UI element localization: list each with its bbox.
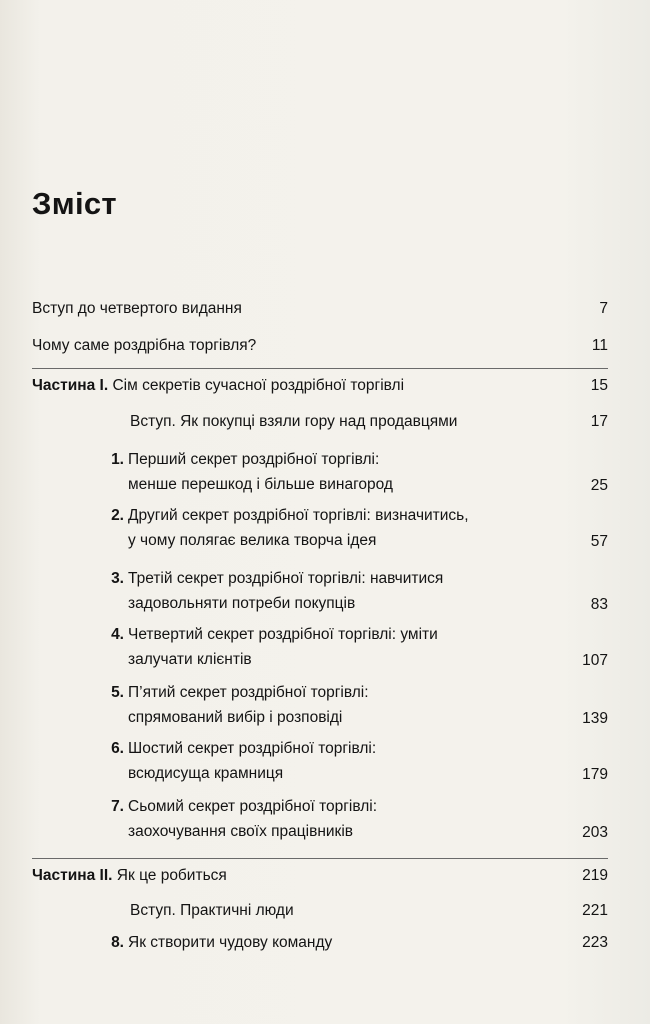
chapter-page: 139 — [582, 710, 608, 727]
chapter-title-line1: Другий секрет роздрібної торгівлі: визначитись, — [128, 507, 469, 524]
show-through-texture — [190, 44, 410, 54]
chapter-title-line1: П’ятий секрет роздрібної торгівлі: — [128, 684, 369, 701]
chapter-title-line2: у чому полягає велика творча ідея — [128, 532, 377, 549]
toc-part-1-intro[interactable] — [130, 411, 608, 433]
toc-chapter-8[interactable] — [102, 932, 608, 954]
entry-page: 221 — [582, 902, 608, 919]
chapter-title-line2: заохочування своїх працівників — [128, 823, 354, 840]
chapter-title-line2: менше перешкод і більше винагород — [128, 476, 393, 493]
entry-title: Вступ. Як покупці взяли гору над продавцями — [130, 413, 458, 430]
chapter-title-line1: Сьомий секрет роздрібної торгівлі: — [128, 798, 377, 815]
section-divider — [32, 858, 608, 859]
chapter-title-line2: залучати клієнтів — [128, 651, 252, 668]
chapter-title-line1: Четвертий секрет роздрібної торгівлі: уміти — [128, 626, 438, 643]
chapter-number: 7. — [111, 798, 124, 815]
chapter-title: Як створити чудову команду — [128, 934, 333, 951]
part-page: 219 — [582, 867, 608, 884]
chapter-page: 25 — [590, 477, 608, 494]
entry-title: Вступ. Практичні люди — [130, 902, 294, 919]
chapter-title-line2: всюдисуща крамниця — [128, 765, 284, 782]
chapter-number: 6. — [111, 740, 124, 757]
chapter-title-line1: Перший секрет роздрібної торгівлі: — [128, 451, 380, 468]
toc-chapter-2[interactable] — [102, 503, 608, 553]
chapter-title-line2: спрямований вибір і розповіді — [128, 709, 343, 726]
chapter-number: 5. — [111, 684, 124, 701]
chapter-page: 223 — [582, 934, 608, 951]
toc-chapter-4[interactable] — [102, 622, 608, 672]
chapter-page: 107 — [582, 652, 608, 669]
chapter-title-line1: Шостий секрет роздрібної торгівлі: — [128, 740, 377, 757]
chapter-page: 57 — [590, 533, 608, 550]
part-title: Сім секретів сучасної роздрібної торгівлі — [112, 377, 405, 394]
entry-title: Вступ до четвертого видання — [32, 300, 242, 317]
section-divider — [32, 368, 608, 369]
toc-part-2[interactable] — [32, 865, 608, 887]
chapter-title-line1: Третій секрет роздрібної торгівлі: навчитися — [128, 570, 444, 587]
toc-entry-why-retail[interactable] — [32, 335, 608, 357]
toc-part-1[interactable] — [32, 375, 608, 397]
toc-title: Зміст — [32, 186, 117, 221]
toc-chapter-1[interactable] — [102, 447, 608, 497]
toc-chapter-3[interactable] — [102, 566, 608, 616]
chapter-number: 8. — [111, 934, 124, 951]
chapter-number: 3. — [111, 570, 124, 587]
chapter-number: 1. — [111, 451, 124, 468]
chapter-page: 83 — [590, 596, 608, 613]
chapter-title-line2: задовольняти потреби покупців — [128, 595, 356, 612]
part-title: Як це робиться — [116, 867, 227, 884]
toc-chapter-5[interactable] — [102, 680, 608, 730]
chapter-number: 2. — [111, 507, 124, 524]
part-page: 15 — [590, 377, 608, 394]
chapter-page: 179 — [582, 766, 608, 783]
entry-title: Чому саме роздрібна торгівля? — [32, 337, 257, 354]
part-label: Частина I. — [32, 377, 109, 394]
chapter-page: 203 — [582, 824, 608, 841]
entry-page: 17 — [590, 413, 608, 430]
toc-chapter-7[interactable] — [102, 794, 608, 844]
chapter-number: 4. — [111, 626, 124, 643]
toc-entry-preface[interactable] — [32, 298, 608, 320]
toc-chapter-6[interactable] — [102, 736, 608, 786]
part-label: Частина II. — [32, 867, 113, 884]
toc-part-2-intro[interactable] — [130, 900, 608, 922]
entry-page: 11 — [591, 337, 608, 354]
entry-page: 7 — [599, 300, 608, 317]
